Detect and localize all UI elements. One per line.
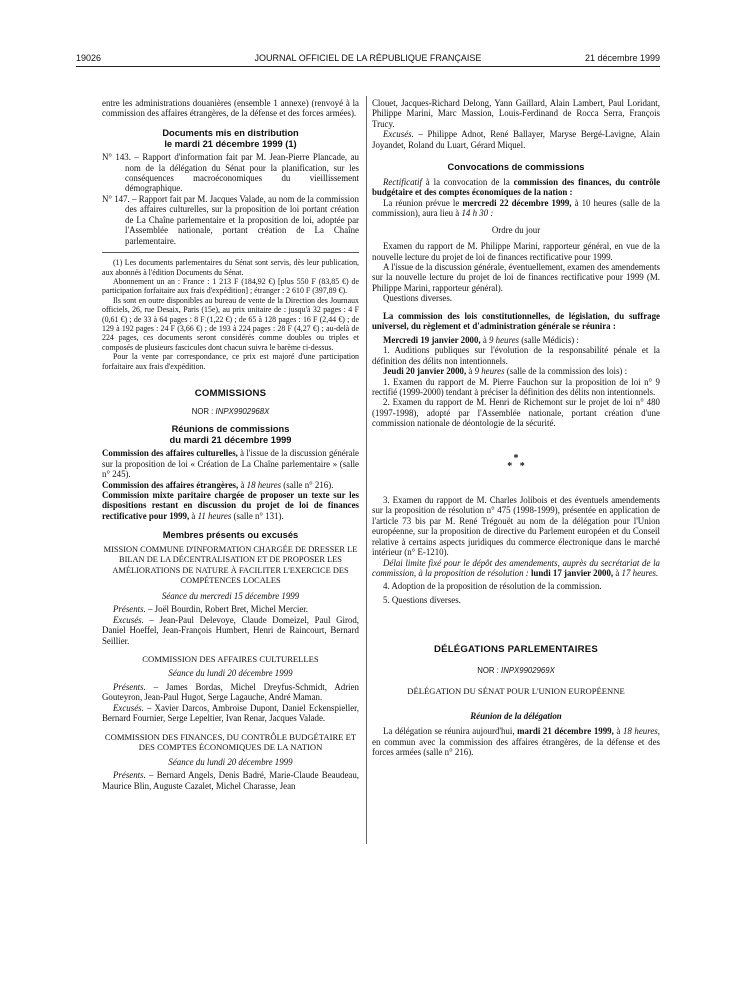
cac-excuses bbox=[102, 703, 359, 724]
rectificatif bbox=[372, 177, 660, 198]
ordre-du-jour: Ordre du jour bbox=[491, 224, 541, 235]
text-fragment: La réunion prévue le bbox=[383, 197, 463, 208]
jeudi-item-1: 1. Examen du rapport de M. Pierre Fauchon sur la proposition de loi n° 9 rectifié (1999-2000) tendant à préciser la définition des délits non intentionnels. bbox=[372, 376, 660, 398]
mercredi-session bbox=[372, 335, 660, 345]
meeting-date: mardi 21 décembre 1999, bbox=[517, 726, 614, 737]
delai-date: lundi 17 janvier 2000, bbox=[528, 568, 614, 578]
session-room: (salle Médicis) : bbox=[519, 334, 579, 345]
separator-star-bottom: * * bbox=[507, 460, 525, 472]
excuses-label: Excusés. bbox=[113, 702, 144, 713]
rectificatif-label: Rectificatif bbox=[383, 176, 422, 187]
separator-star-top: * bbox=[513, 452, 519, 464]
header-date: 21 décembre 1999 bbox=[584, 53, 660, 63]
presents-label: Présents. bbox=[113, 681, 146, 692]
left-column bbox=[102, 98, 359, 791]
session-room: (salle de la commission des lois) : bbox=[504, 366, 628, 377]
commission-name: Commission des affaires culturelles, bbox=[102, 448, 238, 459]
cfin-presents-continued: Clouet, Jacques-Richard Delong, Yann Gaillard, Alain Lambert, Paul Loridant, Philippe Marini, Marc Massion, Louis-Ferdinand de Rocca Serra, François Trucy. bbox=[372, 98, 660, 129]
mission-seance: Séance du mercredi 15 décembre 1999 bbox=[161, 590, 300, 601]
column-divider bbox=[366, 96, 367, 844]
jeudi-item-2: 2. Examen du rapport de M. Henri de Richemont sur le projet de loi n° 480 (1997-1998), adopté par l'Assemblée nationale, portant création d'une commission nationale de déontologie de la sécurité. bbox=[372, 397, 660, 429]
presents-names: – Joël Bourdin, Robert Bret, Michel Mercier. bbox=[145, 604, 308, 615]
reunion-delegation-heading: Réunion de la délégation bbox=[470, 710, 562, 721]
text-fragment: La délégation se réunira aujourd'hui, bbox=[383, 726, 518, 737]
page-header bbox=[76, 53, 660, 67]
commission-name: Commission des affaires étrangères, bbox=[102, 479, 239, 490]
excuses-names: – Philippe Adnot, René Ballayer, Maryse Bergé-Lavigne, Alain Joyandet, Roland du Luart, Gérard Miquel. bbox=[372, 129, 660, 150]
commission-name: commission des finances, du contrôle budgétaire et des comptes économiques de la nation : bbox=[372, 176, 661, 198]
session-time: 9 heures bbox=[489, 334, 519, 345]
excuses-label: Excusés. bbox=[383, 129, 414, 140]
excuses-label: Excusés. bbox=[113, 614, 144, 625]
session-time: 9 heures bbox=[474, 366, 505, 377]
reunion-affaires-etrangeres bbox=[102, 480, 359, 490]
delai-amendements bbox=[372, 558, 660, 579]
page-number: 19026 bbox=[76, 53, 102, 63]
text-fragment: à bbox=[613, 726, 623, 737]
mission-excuses bbox=[102, 615, 359, 646]
reunions-heading-line1: Réunions de commissions bbox=[171, 423, 290, 434]
text-fragment: à 10 heures (salle de la commission), aura lieu à bbox=[372, 197, 660, 219]
reunion-time: 18 heures bbox=[246, 479, 282, 490]
text-fragment: à bbox=[238, 479, 247, 490]
nor-label: NOR : bbox=[477, 665, 499, 675]
excuses-names: – Jean-Paul Delevoye, Claude Domeizel, Paul Girod, Daniel Hoeffel, Jean-François Humbert, Henri de Raincourt, Bernard Seillier. bbox=[102, 614, 359, 646]
footnote-1: (1) Les documents parlementaires du Sénat sont servis, dès leur publication, aux abonnés à l'édition Documents du Sénat. bbox=[102, 258, 359, 277]
jeudi-session bbox=[372, 366, 660, 376]
nor-code: INPX9902969X bbox=[501, 665, 555, 675]
meeting-time: 18 heures, bbox=[622, 726, 660, 737]
reunion-room: (salle n° 216). bbox=[281, 479, 334, 490]
docs-heading-line1: Documents mis en distribution bbox=[162, 127, 299, 138]
header-rule bbox=[76, 66, 660, 67]
footnote-subscription: Abonnement un an : France : 1 213 F (184,92 €) [plus 550 F (83,85 €) de participation forfaitaire aux frais d'expédition] ; étranger : 2 610 F (397,89 €). bbox=[102, 276, 359, 296]
convocations-heading: Convocations de commissions bbox=[447, 162, 585, 173]
reunion-rescheduled bbox=[372, 198, 660, 219]
cfin-presents bbox=[102, 770, 359, 791]
agenda-exam-2: A l'issue de la discussion générale, éventuellement, examen des amendements sur la nouvelle lecture du projet de loi de finances rectificative pour 1999 (M. Philippe Marini, rapporteur général). bbox=[372, 262, 660, 293]
commissions-title: COMMISSIONS bbox=[194, 388, 267, 400]
reunion-cmp bbox=[102, 490, 359, 521]
nor-reference bbox=[102, 407, 359, 417]
reunion-date: mercredi 22 décembre 1999, bbox=[462, 197, 572, 208]
reunion-room: (salle n° 131). bbox=[231, 510, 284, 521]
jeudi-item-4: 4. Adoption de la proposition de résolution de la commission. bbox=[383, 581, 602, 592]
reunion-time: 14 h 30 : bbox=[461, 208, 494, 219]
agenda-exam-1: Examen du rapport de M. Philippe Marini, rapporteur général, en vue de la nouvelle lecture du projet de loi de finances rectificative pour 1999. bbox=[372, 241, 660, 262]
session-date: Jeudi 20 janvier 2000, bbox=[383, 366, 467, 377]
mercredi-item-1: 1. Auditions publiques sur l'évolution de la responsabilité pénale et la définition des délits non intentionnels. bbox=[372, 345, 660, 366]
right-column bbox=[372, 98, 660, 758]
cac-seance: Séance du lundi 20 décembre 1999 bbox=[168, 668, 293, 679]
document-item-147: N° 147. – Rapport fait par M. Jacques Valade, au nom de la commission des affaires culturelles, sur la proposition de loi portant création de La Chaîne parlementaire et la proposition de loi, adoptée par l'Assemblée nationale, portant création de La Chaîne parlementaire. bbox=[102, 193, 359, 246]
nor-label: NOR : bbox=[191, 406, 214, 416]
reunion-detail: à l'issue de la discussion générale sur la proposition de loi « Création de La Chaîne parlementaire » (salle n° 245). bbox=[102, 448, 359, 480]
session-date: Mercredi 19 janvier 2000, bbox=[383, 334, 481, 345]
intro-paragraph: entre les administrations douanières (ensemble 1 annexe) (renvoyé à la commission des affaires étrangères, de la défense et des forces armées). bbox=[102, 98, 359, 119]
presents-label: Présents. bbox=[113, 770, 146, 781]
text-fragment: à bbox=[613, 568, 622, 578]
document-item-143: N° 143. – Rapport d'information fait par M. Jean-Pierre Plancade, au nom de la délégation du Sénat pour la planification, sur les conséquences macroéconomiques du vieillissement démographique. bbox=[102, 152, 359, 194]
delegations-title: DÉLÉGATIONS PARLEMENTAIRES bbox=[433, 644, 599, 656]
text-fragment: à bbox=[466, 366, 475, 377]
membres-heading: Membres présents ou excusés bbox=[162, 530, 299, 541]
text-fragment: à bbox=[189, 510, 198, 521]
jeudi-item-3: 3. Examen du rapport de M. Charles Jolibois et des éventuels amendements sur la proposition de résolution n° 475 (1998-1999), présentée en application de l'article 73 bis par M. René Trégouët au nom de la délégation pour l'Union européenne, sur la proposition de directive du Parlement européen et du Conseil relative à certains aspects juridiques du commerce électronique dans le marché intérieur (n° E-1210). bbox=[372, 494, 660, 558]
text-fragment: à bbox=[480, 334, 489, 345]
mission-title: MISSION COMMUNE D'INFORMATION CHARGÉE DE DRESSER LE BILAN DE LA DÉCENTRALISATION ET DE PROPOSER LES AMÉLIORATIONS DE NATURE À FACILITER L'EXERCICE DES COMPÉTENCES LOCALES bbox=[103, 544, 358, 586]
delegation-name: DÉLÉGATION DU SÉNAT POUR L'UNION EUROPÉENNE bbox=[407, 686, 625, 697]
footnote-rule bbox=[102, 252, 359, 253]
cfin-title: COMMISSION DES FINANCES, DU CONTRÔLE BUDGÉTAIRE ET DES COMPTES ÉCONOMIQUES DE LA NATION bbox=[104, 731, 357, 753]
text-fragment: à la convocation de la bbox=[421, 176, 514, 187]
cac-title: COMMISSION DES AFFAIRES CULTURELLES bbox=[142, 653, 319, 664]
cfin-excuses bbox=[372, 129, 660, 150]
cac-presents bbox=[102, 682, 359, 703]
meeting-detail: en commun avec la commission des affaires étrangères, de la défense et des forces armées (salle n° 216). bbox=[372, 736, 660, 758]
reunion-time: 11 heures bbox=[197, 510, 232, 521]
presents-names: – Bernard Angels, Denis Badré, Marie-Claude Beaudeau, Maurice Blin, Auguste Cazalet, Michel Charasse, Jean bbox=[102, 770, 359, 791]
commission-lois: La commission des lois constitutionnelles, de législation, du suffrage universel, du règlement et d'administration générale se réunira : bbox=[372, 310, 660, 332]
delai-text: Délai limite fixé pour le dépôt des amendements, auprès du secrétariat de la commission, à la proposition de résolution : bbox=[372, 557, 660, 578]
presents-label: Présents. bbox=[113, 604, 146, 615]
cfin-seance: Séance du lundi 20 décembre 1999 bbox=[168, 756, 293, 767]
excuses-names: – Xavier Darcos, Ambroise Dupont, Daniel Eckenspieller, Bernard Fournier, Serge Lepeltier, Ivan Renar, Jacques Valade. bbox=[102, 702, 359, 724]
nor-code: INPX9902968X bbox=[215, 406, 270, 416]
reunions-heading-line2: du mardi 21 décembre 1999 bbox=[169, 434, 292, 445]
commission-name: Commission mixte paritaire chargée de proposer un texte sur les dispositions restant en discussion du projet de loi de finances rectificative pour 1999, bbox=[102, 489, 359, 521]
footnote-sales: Ils sont en outre disponibles au bureau de vente de la Direction des Journaux officiels, 26, rue Desaix, Paris (15e), au prix unitaire de : jusqu'à 32 pages : 4 F (0,61 €) ; de 33 à 64 pages : 8 F (1,22 €) ; de 65 à 128 pages : 16 F (2,44 €) ; de 129 à 192 pages : 24 F (3,66 €) ; de 193 à 224 pages : 28 F (4,27 €) ; au-delà de 224 pages, ces documents seront considérés comme doubles ou triples et composés de plusieurs fascicules dont chacun suivra le barème ci-dessus. bbox=[102, 295, 359, 352]
presents-names: – James Bordas, Michel Dreyfus-Schmidt, Adrien Gouteyron, Jean-Paul Hugot, Serge Lagauche, André Maman. bbox=[102, 681, 359, 703]
delegation-meeting bbox=[372, 726, 660, 757]
reunion-affaires-culturelles bbox=[102, 448, 359, 479]
delai-time: 17 heures. bbox=[621, 568, 659, 578]
agenda-questions: Questions diverses. bbox=[383, 293, 453, 304]
journal-title: JOURNAL OFFICIEL DE LA RÉPUBLIQUE FRANÇAISE bbox=[254, 53, 482, 63]
docs-heading-line2: le mardi 21 décembre 1999 (1) bbox=[164, 138, 297, 149]
mission-presents bbox=[102, 604, 359, 614]
jeudi-item-5: 5. Questions diverses. bbox=[383, 594, 461, 605]
nor-reference-delegations bbox=[372, 666, 660, 676]
footnote-mail: Pour la vente par correspondance, ce prix est majoré d'une participation forfaitaire aux frais d'expédition. bbox=[102, 352, 359, 371]
